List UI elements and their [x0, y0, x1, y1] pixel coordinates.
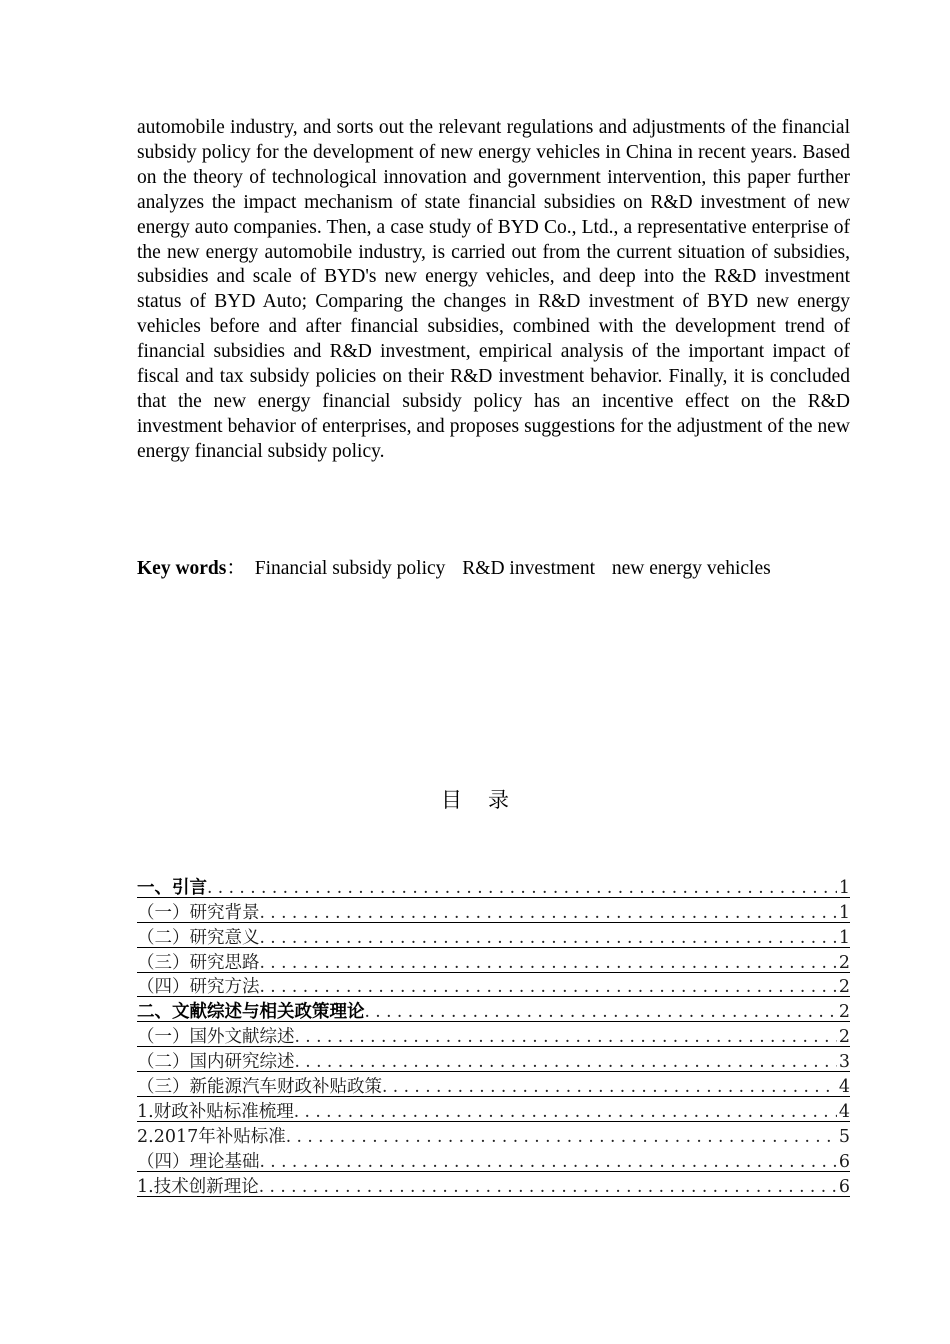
toc-leader-dots — [207, 877, 837, 899]
toc-entry[interactable] — [137, 949, 850, 974]
keyword-item: Financial subsidy policy — [254, 558, 446, 579]
toc-entry-text: 一、引言 — [137, 877, 207, 898]
toc-page-number: 4 — [838, 1101, 850, 1122]
toc-page-number: 3 — [838, 1052, 850, 1073]
toc-leader-dots — [260, 902, 837, 924]
toc-entry[interactable] — [137, 1173, 850, 1198]
toc-leader-dots — [382, 1076, 837, 1098]
toc-leader-dots — [260, 952, 837, 974]
keyword-item: new energy vehicles — [611, 558, 771, 579]
toc-entry[interactable] — [137, 974, 850, 999]
toc-entry[interactable] — [137, 874, 850, 899]
toc-entry-text: 2.2017年补贴标准 — [137, 1126, 286, 1147]
toc-entry-text: （一）国外文献综述 — [137, 1027, 295, 1048]
keyword-item: R&D investment — [462, 558, 595, 579]
toc-entry[interactable] — [137, 1123, 850, 1148]
toc-page-number: 4 — [838, 1077, 850, 1098]
toc-page-number: 6 — [838, 1176, 850, 1197]
toc-leader-dots — [286, 1126, 837, 1148]
toc-entry-text: （四）研究方法 — [137, 977, 260, 998]
abstract-paragraph: automobile industry, and sorts out the relevant regulations and adjustments of the financial subsidy policy for the development of new energy vehicles in China in recent years. Based on the theory of technological innovation and government intervention, this paper further analyzes the impact mechanism of state financial subsidies on R&D investment of new energy auto companies. Then, a case study of BYD Co., Ltd., a representative enterprise of the new energy automobile industry, is carried out from the current situation of subsidies, subsidies and scale of BYD's new energy vehicles, and deep into the R&D investment status of BYD Auto; Comparing the changes in R&D investment of BYD new energy vehicles before and after financial subsidies, combined with the development trend of financial subsidies and R&D investment, empirical analysis of the important impact of fiscal and tax subsidy policies on their R&D investment behavior. Finally, it is concluded that the new energy financial subsidy policy has an incentive effect on the R&D investment behavior of enterprises, and proposes suggestions for the adjustment of the new energy financial subsidy policy. — [137, 117, 850, 462]
toc-entry[interactable] — [137, 1098, 850, 1123]
toc-entry-text: 1.财政补贴标准梳理 — [137, 1101, 294, 1122]
toc-entry-text: 二、文献综述与相关政策理论 — [137, 1002, 365, 1023]
toc-page-number: 6 — [838, 1151, 850, 1172]
toc-entry-text: （二）国内研究综述 — [137, 1052, 295, 1073]
toc-entry-text: （二）研究意义 — [137, 927, 260, 948]
toc-page-number: 2 — [838, 952, 850, 973]
toc-title: 目录 — [441, 788, 535, 812]
toc-entry[interactable] — [137, 1148, 850, 1173]
toc-entry-text: （三）新能源汽车财政补贴政策 — [137, 1077, 382, 1098]
keywords-separator: ： — [226, 558, 246, 579]
toc-entry-text: （三）研究思路 — [137, 952, 260, 973]
toc-page-number: 2 — [838, 1002, 850, 1023]
toc-leader-dots — [365, 1001, 837, 1023]
toc-leader-dots — [259, 1176, 837, 1198]
toc-page-number: 1 — [838, 877, 850, 898]
toc-leader-dots — [260, 927, 837, 949]
toc-entry-text: （四）理论基础 — [137, 1151, 260, 1172]
toc-leader-dots — [295, 1051, 837, 1073]
toc-entry-text: 1.技术创新理论 — [137, 1176, 259, 1197]
toc-page-number: 5 — [838, 1126, 850, 1147]
toc-entry[interactable] — [137, 1023, 850, 1048]
keywords-label: Key words — [137, 558, 227, 579]
toc-entry-text: （一）研究背景 — [137, 902, 260, 923]
toc-entry[interactable] — [137, 899, 850, 924]
toc-page-number: 1 — [838, 902, 850, 923]
toc-page-number: 2 — [838, 977, 850, 998]
toc-leader-dots — [294, 1101, 837, 1123]
toc-page-number: 1 — [838, 927, 850, 948]
toc-entry[interactable] — [137, 998, 850, 1023]
toc-leader-dots — [295, 1026, 837, 1048]
keywords-line — [137, 556, 850, 581]
table-of-contents — [137, 874, 850, 1198]
toc-entry[interactable] — [137, 1048, 850, 1073]
toc-entry[interactable] — [137, 924, 850, 949]
toc-entry[interactable] — [137, 1073, 850, 1098]
toc-page-number: 2 — [838, 1027, 850, 1048]
toc-leader-dots — [260, 1151, 837, 1173]
toc-leader-dots — [260, 976, 837, 998]
